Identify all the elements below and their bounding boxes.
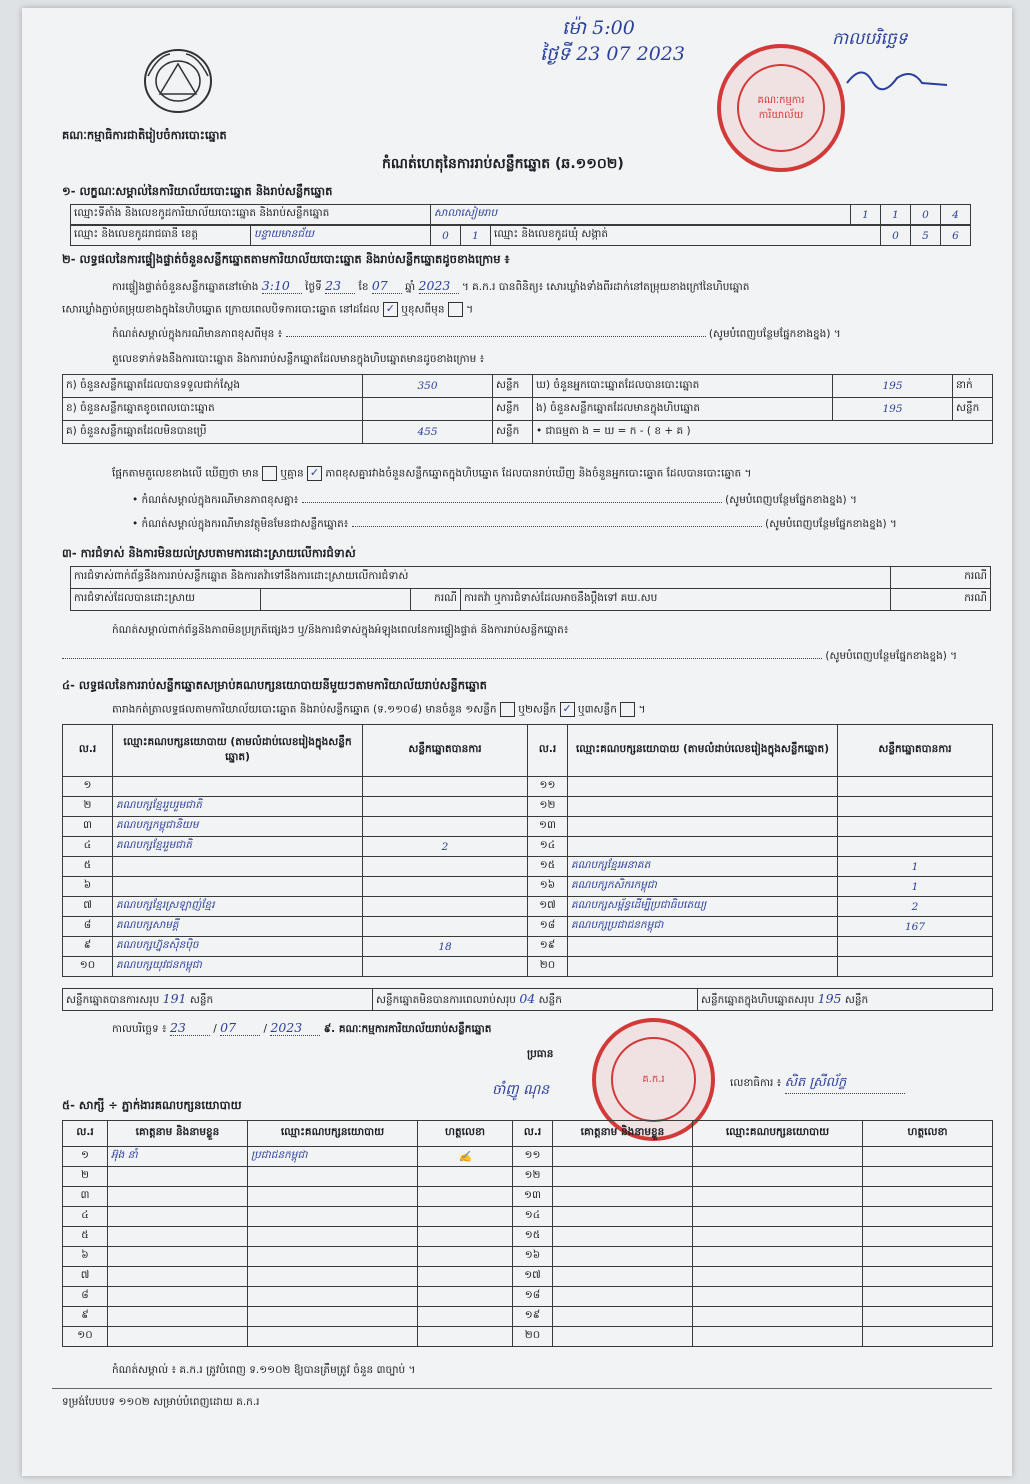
party-name: គណបក្សសាមគ្គី [113, 917, 363, 937]
difference-note-line: កំណត់សម្គាល់ក្នុងករណីមានភាពខុសពីមុន ៖ (សូមបំពេញបន្ថែមផ្នែកខាងខ្នង) ។ [112, 328, 841, 340]
witness-signature [418, 1227, 513, 1247]
witness-signature [863, 1207, 993, 1227]
party-name: គណបក្សខ្មែររួបរួមជាតិ [113, 797, 363, 817]
section4-heading: ៤- លទ្ធផលនៃការរាប់សន្លឹកឆ្នោតសម្រាប់គណបក្សនយោបាយនីមួយៗតាមការិយាល័យរាប់សន្លឹកឆ្នោត [62, 678, 487, 692]
province-value: បន្ទាយមានជ័យ [251, 226, 431, 246]
table-row [63, 1207, 993, 1227]
province-code-digit: 0 [431, 226, 461, 246]
appeal-label: ការតវ៉ា ឬការជំទាស់ដែលអាចនឹងប្តឹងទៅ គឃ.សប [461, 589, 891, 611]
section5-heading: ៥- សាក្សី ÷ ភ្នាក់ងារគណបក្សនយោបាយ [62, 1098, 242, 1112]
witness-party [248, 1307, 418, 1327]
org-name: គណៈកម្មាធិការជាតិរៀបចំការបោះឆ្នោត [62, 128, 227, 142]
witness-party: ប្រជាជនកម្ពុជា [248, 1147, 418, 1167]
witness-name [553, 1187, 693, 1207]
table-row [63, 837, 993, 857]
changed-checkbox[interactable] [448, 302, 463, 317]
figure-e-label: ង) ចំនួនសន្លឹកឆ្នោតដែលមានក្នុងហិបឆ្នោត [533, 398, 833, 421]
row-no: ១០ [63, 1327, 108, 1347]
party-votes [838, 937, 993, 957]
totals-table [62, 988, 993, 1011]
party-name: គណបក្សកម្ពុជានិយម [113, 817, 363, 837]
row-no: ៤ [63, 1207, 108, 1227]
col-party-header: ឈ្មោះគណបក្សនយោបាយ (តាមលំដាប់លេខរៀងក្នុងសន្លឹកឆ្នោត) [568, 725, 838, 777]
official-stamp-bottom: គ.ក.រ [592, 1018, 715, 1141]
row-no: ២០ [528, 957, 568, 977]
witness-party [693, 1307, 863, 1327]
witness-name [553, 1167, 693, 1187]
witness-signature [863, 1327, 993, 1347]
row-no: ១១ [528, 777, 568, 797]
valid-total-cell: សន្លឹកឆ្នោតបានការសរុប 191 សន្លឹក [63, 989, 373, 1011]
col-votes-header: សន្លឹកឆ្នោតបានការ [838, 725, 993, 777]
witness-table [62, 1120, 993, 1347]
party-name [568, 837, 838, 857]
witness-signature [863, 1247, 993, 1267]
no-difference-checkbox[interactable]: ✓ [307, 466, 322, 481]
two-sheet-checkbox[interactable]: ✓ [560, 702, 575, 717]
table-row [63, 777, 993, 797]
party-votes [363, 777, 528, 797]
invalid-total-cell: សន្លឹកឆ្នោតមិនបានការពេលរាប់សរុប 04 សន្លឹក [373, 989, 698, 1011]
handwritten-corner-note: កាលបរិច្ឆេទ [832, 29, 908, 49]
witness-signature [863, 1147, 993, 1167]
witness-party [693, 1327, 863, 1347]
province-label: ឈ្មោះ និងលេខកូដរាជធានី ខេត្ត [71, 226, 251, 246]
party-votes: 2 [838, 897, 993, 917]
location-value: សាលាសៀមរាប [431, 205, 851, 225]
table-row [63, 1187, 993, 1207]
party-votes [838, 817, 993, 837]
row-no: ៩ [63, 937, 113, 957]
table-row [63, 897, 993, 917]
unit-label: សន្លឹក [493, 375, 533, 398]
party-votes: 167 [838, 917, 993, 937]
table-row [63, 817, 993, 837]
official-stamp-top: គណៈកម្មការការិយាល័យ [717, 44, 845, 172]
party-votes [838, 797, 993, 817]
nec-emblem-icon [140, 46, 216, 116]
witness-name [108, 1287, 248, 1307]
row-no: ៤ [63, 837, 113, 857]
witness-signature [418, 1267, 513, 1287]
row-no: ១២ [528, 797, 568, 817]
party-votes [363, 797, 528, 817]
case-label: ករណី [891, 567, 991, 589]
location-table [70, 204, 971, 225]
row-no: ១៣ [528, 817, 568, 837]
table-row [63, 1327, 993, 1347]
footnote: កំណត់សម្គាល់ ៖ គ.ក.រ ត្រូវបំពេញ ទ.១១០២ ឱ្យបានត្រឹមត្រូវ ចំនួន ៣ច្បាប់ ។ [112, 1364, 416, 1376]
commune-label: ឈ្មោះ និងលេខកូដឃុំ សង្កាត់ [491, 226, 881, 246]
party-votes [363, 897, 528, 917]
witness-party [693, 1187, 863, 1207]
witness-name [108, 1307, 248, 1327]
col-party-header: ឈ្មោះគណបក្សនយោបាយ (តាមលំដាប់លេខរៀងក្នុងសន្លឹកឆ្នោត) [113, 725, 363, 777]
seal-line: សោរឃ្លាំងភ្ជាប់តម្រុយខាងក្នុងនៃហិបឆ្នោត ក្រោយពេលបិទការបោះឆ្នោត នៅដដែល ✓ ឬខុសពីមុន ។ [62, 302, 474, 316]
col-name-header: គោត្តនាម និងនាមខ្លួន [553, 1121, 693, 1147]
party-name [568, 957, 838, 977]
row-no: ១៦ [513, 1247, 553, 1267]
party-name [568, 777, 838, 797]
witness-signature: ✍ [418, 1147, 513, 1167]
row-no: ៥ [63, 857, 113, 877]
witness-party [693, 1247, 863, 1267]
objection-table [70, 566, 991, 611]
witness-party [693, 1207, 863, 1227]
row-no: ១០ [63, 957, 113, 977]
row-no: ១៨ [513, 1287, 553, 1307]
commune-code-digit: 5 [911, 226, 941, 246]
witness-party [248, 1187, 418, 1207]
party-votes [838, 777, 993, 797]
row-no: ១៥ [513, 1227, 553, 1247]
row-no: ៨ [63, 917, 113, 937]
commune-code-digit: 6 [941, 226, 971, 246]
figure-d-label: ឃ) ចំនួនអ្នកបោះឆ្នោតដែលបានបោះឆ្នោត [533, 375, 833, 398]
table-row [63, 857, 993, 877]
figure-c-value: 455 [363, 421, 493, 444]
witness-name [553, 1207, 693, 1227]
witness-signature [863, 1227, 993, 1247]
figure-a-value: 350 [363, 375, 493, 398]
witness-party [248, 1227, 418, 1247]
row-no: ១ [63, 777, 113, 797]
row-no: ២ [63, 797, 113, 817]
witness-party [248, 1207, 418, 1227]
case-label: ករណី [891, 589, 991, 611]
witness-name [108, 1267, 248, 1287]
table-row [63, 1267, 993, 1287]
chair-label: ប្រធាន [527, 1048, 554, 1060]
table-row [63, 1287, 993, 1307]
table-row [63, 797, 993, 817]
figure-b-value [363, 398, 493, 421]
witness-name [553, 1307, 693, 1327]
unchanged-checkbox[interactable]: ✓ [383, 302, 398, 317]
row-no: ១៩ [513, 1307, 553, 1327]
witness-signature [863, 1267, 993, 1287]
party-name: គណបក្សយុវជនកម្ពុជា [113, 957, 363, 977]
verification-line: ការផ្ទៀងផ្ទាត់ចំនួនសន្លឹកឆ្នោតនៅម៉ោង 3:10 ថ្ងៃទី 23 ខែ 07 ឆ្នាំ 2023 ។ គ.ក.រ បានពិនិត្យ៖ សោរឃ្លាំងទាំងពីរដាក់នៅតម្រុយខាងក្រៅនៃហិបឆ្នោត [112, 278, 750, 293]
col-no-header: ល.រ [513, 1121, 553, 1147]
witness-party [693, 1287, 863, 1307]
witness-name: អ៊ុង នាំ [108, 1147, 248, 1167]
row-no: ៦ [63, 877, 113, 897]
row-no: ២០ [513, 1327, 553, 1347]
witness-signature [418, 1207, 513, 1227]
resolved-label: ការជំទាស់ដែលបានដោះស្រាយ [71, 589, 261, 611]
table-row [63, 957, 993, 977]
figures-intro: តួលេខទាក់ទងនឹងការបោះឆ្នោត និងការរាប់សន្លឹកឆ្នោតដែលមានក្នុងហិបឆ្នោតមានដូចខាងក្រោម ៖ [112, 353, 485, 365]
figure-d-value: 195 [833, 375, 953, 398]
witness-party [693, 1267, 863, 1287]
row-no: ១៧ [528, 897, 568, 917]
party-votes [838, 957, 993, 977]
col-votes-header: សន្លឹកឆ្នោតបានការ [363, 725, 528, 777]
handwritten-date: ថ្ងៃទី 23 07 2023 [540, 43, 685, 65]
row-no: ១៧ [513, 1267, 553, 1287]
row-no: ៣ [63, 1187, 108, 1207]
party-votes [363, 957, 528, 977]
province-table [70, 225, 971, 246]
witness-signature [863, 1167, 993, 1187]
row-no: ៩ [63, 1307, 108, 1327]
objection-row-label: ការជំទាស់ពាក់ព័ន្ធនឹងការរាប់សន្លឹកឆ្នោត និងការតវ៉ាទៅនឹងការដោះស្រាយលើការជំទាស់ [71, 567, 891, 589]
party-name: គណបក្សខ្មែរស្រឡាញ់ខ្មែរ [113, 897, 363, 917]
figure-c-label: គ) ចំនួនសន្លឹកឆ្នោតដែលមិនបានប្រើ [63, 421, 363, 444]
row-no: ១៤ [528, 837, 568, 857]
witness-name [553, 1227, 693, 1247]
witness-name [108, 1167, 248, 1187]
figure-a-label: ក) ចំនួនសន្លឹកឆ្នោតដែលបានទទួលជាក់ស្តែង [63, 375, 363, 398]
row-no: ១៥ [528, 857, 568, 877]
unit-label: សន្លឹក [493, 398, 533, 421]
witness-signature [418, 1327, 513, 1347]
witness-party [693, 1227, 863, 1247]
col-party-header: ឈ្មោះគណបក្សនយោបាយ [693, 1121, 863, 1147]
witness-party [248, 1327, 418, 1347]
party-name: គណបក្សសម្ព័ន្ធដើម្បីប្រជាធិបតេយ្យ [568, 897, 838, 917]
party-name: គណបក្សខ្មែរអនាគត [568, 857, 838, 877]
witness-name [108, 1187, 248, 1207]
bullet-difference: • កំណត់សម្គាល់ក្នុងករណីមានភាពខុសគ្នា៖ (សូមបំពេញបន្ថែមផ្នែកខាងខ្នង) ។ [132, 494, 857, 506]
commune-code-digit: 0 [881, 226, 911, 246]
table-row [63, 1227, 993, 1247]
witness-name [108, 1227, 248, 1247]
section3-heading: ៣- ការជំទាស់ និងការមិនយល់ស្របតាមការដោះស្រាយលើការជំទាស់ [62, 546, 356, 560]
row-no: ៣ [63, 817, 113, 837]
col-sign-header: ហត្ថលេខា [418, 1121, 513, 1147]
col-no-header: ល.រ [528, 725, 568, 777]
row-no: ២ [63, 1167, 108, 1187]
party-name [568, 797, 838, 817]
unit-label: សន្លឹក [953, 398, 993, 421]
col-name-header: គោត្តនាម និងនាមខ្លួន [108, 1121, 248, 1147]
witness-party [693, 1167, 863, 1187]
witness-signature [863, 1287, 993, 1307]
party-name [568, 937, 838, 957]
table-row [63, 1147, 993, 1167]
col-no-header: ល.រ [63, 1121, 108, 1147]
bottom-note: ទម្រង់បែបបទ ១១០២ សម្រាប់បំពេញដោយ គ.ក.រ [62, 1396, 260, 1408]
witness-name [553, 1147, 693, 1167]
unit-label: សន្លឹក [493, 421, 533, 444]
irregularity-note: កំណត់សម្គាល់ពាក់ព័ន្ធនឹងភាពមិនប្រក្រតីផ្សេងៗ ឬ/និងការជំទាស់ក្នុងអំឡុងពេលនៃការផ្ទៀងផ្ទាត់ និងការរាប់សន្លឹកឆ្នោត៖ [112, 624, 569, 636]
witness-signature [863, 1187, 993, 1207]
compare-line: ផ្អែកតាមតួលេខខាងលើ ឃើញថា មាន ឬគ្មាន ✓ ភាពខុសគ្នារវាងចំនួនសន្លឹកឆ្នោតក្នុងហិបឆ្នោត ដែលបានរាប់ឃើញ និងចំនួនអ្នកបោះឆ្នោត ដែលបានបោះឆ្នោត ។ [112, 466, 752, 480]
irregularity-fill-line: (សូមបំពេញបន្ថែមផ្នែកខាងខ្នង) ។ [62, 650, 992, 665]
formula: • ជាធម្មតា ង = ឃ = ក - ( ខ + គ ) [533, 421, 993, 444]
table-row [63, 877, 993, 897]
row-no: ១២ [513, 1167, 553, 1187]
table-row [63, 917, 993, 937]
row-no: ១៣ [513, 1187, 553, 1207]
row-no: ១ [63, 1147, 108, 1167]
date-line: កាលបរិច្ឆេទ ៖ 23 / 07 / 2023 ៩. គណៈកម្មការការិយាល័យរាប់សន្លឹកឆ្នោត [112, 1020, 492, 1035]
party-name: គណបក្សហ្វ៊ុនស៊ិនប៉ិច [113, 937, 363, 957]
unit-label: នាក់ [953, 375, 993, 398]
chair-signature: ចាំញូ ណុន [492, 1082, 550, 1098]
witness-party [248, 1247, 418, 1267]
col-no-header: ល.រ [63, 725, 113, 777]
party-votes: 2 [363, 837, 528, 857]
figure-e-value: 195 [833, 398, 953, 421]
witness-signature [418, 1287, 513, 1307]
witness-name [108, 1247, 248, 1267]
party-name [568, 817, 838, 837]
witness-name [553, 1267, 693, 1287]
table-row [63, 1167, 993, 1187]
handwritten-time: ម៉ោ 5:00 [562, 17, 635, 39]
party-name [113, 857, 363, 877]
footer-divider [52, 1388, 992, 1389]
witness-signature [418, 1307, 513, 1327]
row-no: ៨ [63, 1287, 108, 1307]
sheet-count-line: តារាងកត់ត្រាលទ្ធផលតាមការិយាល័យបោះឆ្នោត និងរាប់សន្លឹកឆ្នោត (ទ.១១០៨) មានចំនួន ១សន្លឹក ឬ២សន្លឹក ✓ ឬ៣សន្លឹក ។ [112, 702, 646, 716]
section1-heading: ១- លក្ខណៈសម្គាល់នៃការិយាល័យបោះឆ្នោត និងរាប់សន្លឹកឆ្នោត [62, 184, 333, 198]
party-votes: 1 [838, 877, 993, 897]
witness-party [248, 1267, 418, 1287]
box-total-cell: សន្លឹកឆ្នោតក្នុងហិបឆ្នោតសរុប 195 សន្លឹក [698, 989, 993, 1011]
party-votes [363, 877, 528, 897]
witness-party [248, 1287, 418, 1307]
party-name: គណបក្សខ្មែររួមជាតិ [113, 837, 363, 857]
form-title: កំណត់ហេតុនៃការរាប់សន្លឹកឆ្នោត (ឆ.១១០២) [382, 156, 624, 172]
row-no: ១១ [513, 1147, 553, 1167]
col-sign-header: ហត្ថលេខា [863, 1121, 993, 1147]
has-difference-checkbox[interactable] [262, 466, 277, 481]
section2-heading: ២- លទ្ធផលនៃការផ្ទៀងផ្ទាត់ចំនួនសន្លឹកឆ្នោតតាមការិយាល័យបោះឆ្នោត និងរាប់សន្លឹកឆ្នោតដូចខាងក្រោម ៖ [62, 252, 510, 266]
witness-name [553, 1327, 693, 1347]
row-no: ៦ [63, 1247, 108, 1267]
table-row [63, 937, 993, 957]
secretary-line: លេខាធិការ ៖ សិត ស្រីល័ក្ខ [730, 1074, 905, 1094]
bullet-foreign-object: • កំណត់សម្គាល់ក្នុងករណីមានវត្ថុមិនមែនជាសន្លឹកឆ្នោត៖ (សូមបំពេញបន្ថែមផ្នែកខាងខ្នង) ។ [132, 518, 897, 530]
row-no: ១៨ [528, 917, 568, 937]
row-no: ១៦ [528, 877, 568, 897]
witness-signature [418, 1167, 513, 1187]
row-no: ៥ [63, 1227, 108, 1247]
figures-table [62, 374, 993, 444]
code-digit: 0 [911, 205, 941, 225]
province-code-digit: 1 [461, 226, 491, 246]
row-no: ១៤ [513, 1207, 553, 1227]
row-no: ១៩ [528, 937, 568, 957]
party-name: គណបក្សកសិករកម្ពុជា [568, 877, 838, 897]
witness-name [108, 1207, 248, 1227]
one-sheet-checkbox[interactable] [500, 702, 515, 717]
witness-signature [418, 1247, 513, 1267]
three-sheet-checkbox[interactable] [620, 702, 635, 717]
row-no: ៧ [63, 1267, 108, 1287]
case-label: ករណី [411, 589, 461, 611]
party-votes: 1 [838, 857, 993, 877]
code-digit: 1 [881, 205, 911, 225]
table-row [63, 1307, 993, 1327]
party-votes [363, 917, 528, 937]
corner-signature-icon [842, 63, 952, 93]
witness-name [553, 1287, 693, 1307]
party-votes: 18 [363, 937, 528, 957]
code-digit: 4 [941, 205, 971, 225]
witness-party [693, 1147, 863, 1167]
witness-name [553, 1247, 693, 1267]
party-votes [838, 837, 993, 857]
witness-party [248, 1167, 418, 1187]
party-name [113, 877, 363, 897]
table-row [63, 1247, 993, 1267]
party-name [113, 777, 363, 797]
witness-signature [418, 1187, 513, 1207]
witness-signature [863, 1307, 993, 1327]
party-votes [363, 857, 528, 877]
row-no: ៧ [63, 897, 113, 917]
code-digit: 1 [851, 205, 881, 225]
location-label: ឈ្មោះទីតាំង និងលេខកូដការិយាល័យបោះឆ្នោត និងរាប់សន្លឹកឆ្នោត [71, 205, 431, 225]
party-votes [363, 817, 528, 837]
figure-b-label: ខ) ចំនួនសន្លឹកឆ្នោតខូចពេលបោះឆ្នោត [63, 398, 363, 421]
witness-name [108, 1327, 248, 1347]
col-party-header: ឈ្មោះគណបក្សនយោបាយ [248, 1121, 418, 1147]
results-table [62, 724, 993, 977]
document-page [22, 8, 1012, 1476]
party-name: គណបក្សប្រជាជនកម្ពុជា [568, 917, 838, 937]
